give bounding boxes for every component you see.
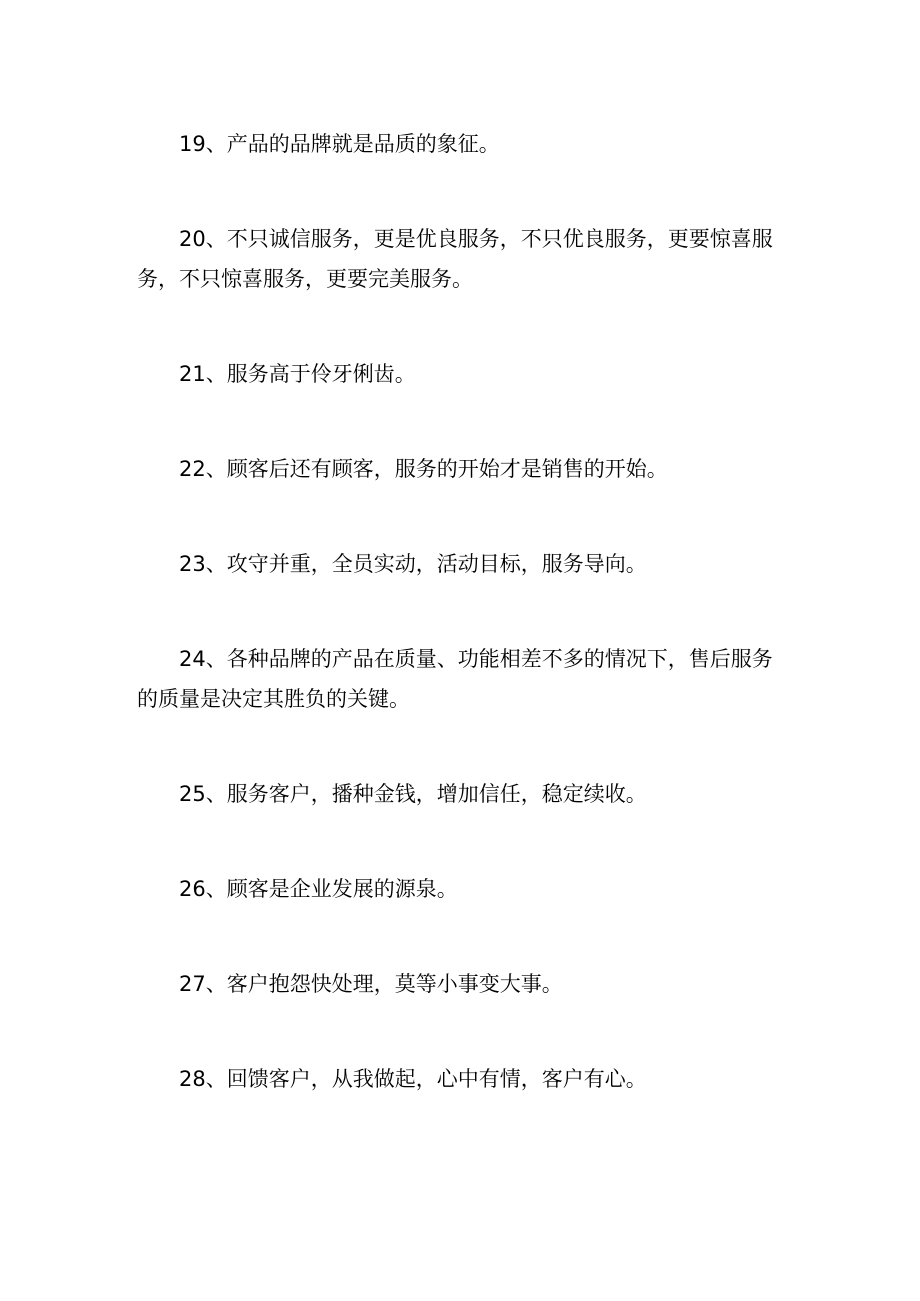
paragraph-21: 21、服务高于伶牙俐齿。 (179, 362, 416, 386)
document-body (137, 124, 777, 1154)
paragraph-26: 26、顾客是企业发展的源泉。 (179, 877, 458, 901)
paragraph-23: 23、攻守并重，全员实动，活动目标，服务导向。 (179, 552, 647, 576)
paragraph-27: 27、客户抱怨快处理，莫等小事变大事。 (179, 972, 563, 996)
paragraph-19: 19、产品的品牌就是品质的象征。 (179, 132, 500, 156)
paragraph-28: 28、回馈客户，从我做起，心中有情，客户有心。 (179, 1067, 647, 1091)
paragraph-25: 25、服务客户，播种金钱，增加信任，稳定续收。 (179, 782, 647, 806)
paragraph-24: 24、各种品牌的产品在质量、功能相差不多的情况下，售后服务的质量是决定其胜负的关键。 (137, 647, 773, 711)
paragraph-22: 22、顾客后还有顾客，服务的开始才是销售的开始。 (179, 457, 668, 481)
paragraph-20: 20、不只诚信服务，更是优良服务，不只优良服务，更要惊喜服务，不只惊喜服务，更要完美服务。 (137, 227, 773, 291)
